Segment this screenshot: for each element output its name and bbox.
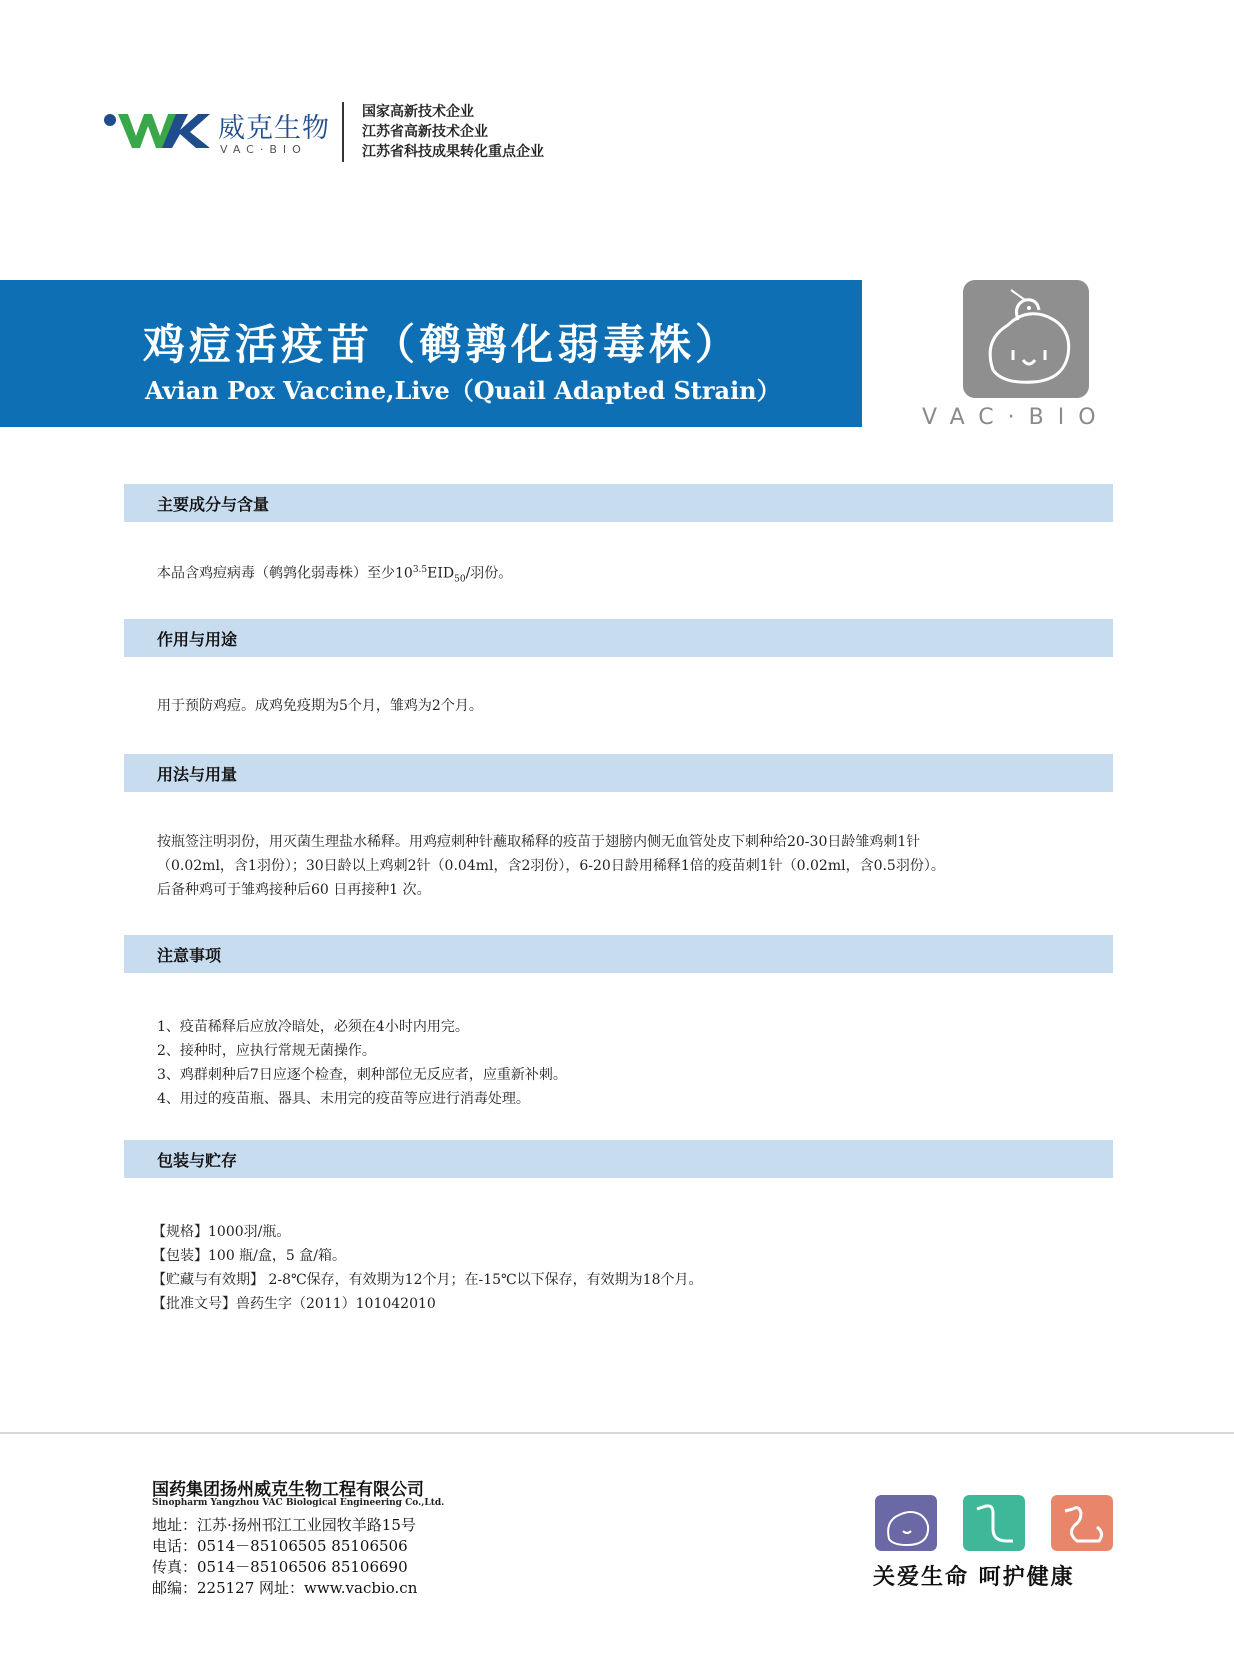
body-line: 2、接种时，应执行常规无菌操作。: [157, 1043, 376, 1059]
qualification-item: 江苏省高新技术企业: [362, 124, 488, 140]
contact-info: [152, 1515, 417, 1599]
subscript-text: 50: [454, 574, 466, 585]
body-line: 【包装】100 瓶/盒，5 盒/箱。: [152, 1248, 346, 1264]
contact-address: 地址：江苏·扬州邗江工业园牧羊路15号: [152, 1516, 416, 1534]
body-line: 4、用过的疫苗瓶、器具、未用完的疫苗等应进行消毒处理。: [157, 1091, 530, 1107]
company-name-en: Sinopharm Yangzhou VAC Biological Engineering Co.,Ltd.: [152, 1498, 445, 1508]
contact-phone: 电话：0514－85106505 85106506: [152, 1537, 408, 1555]
body-line: 【批准文号】兽药生字（2011）101042010: [152, 1296, 436, 1312]
section-title: 注意事项: [157, 946, 222, 965]
body-line: 1、疫苗稀释后应放冷暗处，必须在4小时内用完。: [157, 1019, 469, 1035]
section-body-dosage: [157, 830, 1087, 902]
ingredient-text: 本品含鸡痘病毒（鹌鹑化弱毒株）至少10: [157, 565, 413, 582]
body-line: 后备种鸡可于雏鸡接种后60 日再接种1 次。: [157, 882, 431, 898]
qualification-item: 国家高新技术企业: [362, 104, 474, 120]
body-line: 用于预防鸡痘。成鸡免疫期为5个月，雏鸡为2个月。: [157, 698, 483, 714]
brand-text: VAC·BIO: [922, 405, 1110, 430]
duck-icon: [1051, 1495, 1113, 1551]
section-body-ingredients: [157, 558, 1087, 591]
logo-cn-text: 威克生物: [218, 113, 330, 144]
section-title: 用法与用量: [157, 765, 238, 784]
quail-mascot-icon: [963, 280, 1089, 398]
section-body-packaging: [152, 1220, 1082, 1316]
product-title-en: Avian Pox Vaccine,Live（Quail Adapted Strain）: [145, 376, 781, 405]
goose-icon: [963, 1495, 1025, 1551]
quail-icon: [875, 1495, 937, 1551]
section-header-dosage: [124, 754, 1113, 792]
unit-suffix-text: /羽份。: [465, 565, 513, 582]
section-title: 主要成分与含量: [157, 495, 270, 514]
body-line: （0.02ml，含1羽份）；30日龄以上鸡刺2针（0.04ml，含2羽份），6-20日龄用稀释1倍的疫苗刺1针（0.02ml，含0.5羽份）。: [157, 858, 945, 874]
section-body-precautions: [157, 1015, 1087, 1111]
company-name-cn: 国药集团扬州威克生物工程有限公司: [152, 1480, 424, 1500]
section-title: 作用与用途: [157, 630, 238, 649]
section-body-usage: [157, 694, 1087, 718]
slogan: 关爱生命 呵护健康: [873, 1565, 1075, 1590]
section-header-usage: [124, 619, 1113, 657]
qualifications: [362, 102, 544, 162]
contact-fax: 传真：0514－85106506 85106690: [152, 1558, 408, 1576]
body-line: 【规格】1000羽/瓶。: [152, 1224, 291, 1240]
vacbio-logo-icon: [102, 108, 210, 154]
body-line: 按瓶签注明羽份，用灭菌生理盐水稀释。用鸡痘刺种针蘸取稀释的疫苗于翅膀内侧无血管处皮下刺种给20-30日龄雏鸡刺1针: [157, 834, 921, 850]
qualification-item: 江苏省科技成果转化重点企业: [362, 144, 544, 160]
section-header-ingredients: [124, 484, 1113, 522]
footer-divider: [0, 1432, 1234, 1434]
header-divider: [342, 102, 344, 162]
product-title-cn: 鸡痘活疫苗（鹌鹑化弱毒株）: [143, 320, 742, 369]
body-line: 【贮藏与有效期】 2-8℃保存，有效期为12个月；在-15℃以下保存，有效期为18个月。: [152, 1272, 703, 1288]
contact-postcode-web: 邮编：225127 网址：www.vacbio.cn: [152, 1579, 418, 1597]
unit-text: EID: [427, 565, 455, 582]
section-header-packaging: [124, 1140, 1113, 1178]
section-header-precautions: [124, 935, 1113, 973]
section-title: 包装与贮存: [157, 1151, 238, 1170]
body-line: 3、鸡群刺种后7日应逐个检查，刺种部位无反应者，应重新补刺。: [157, 1067, 567, 1083]
exponent-text: 3.5: [412, 565, 428, 575]
logo-en-text: VAC·BIO: [220, 143, 307, 156]
